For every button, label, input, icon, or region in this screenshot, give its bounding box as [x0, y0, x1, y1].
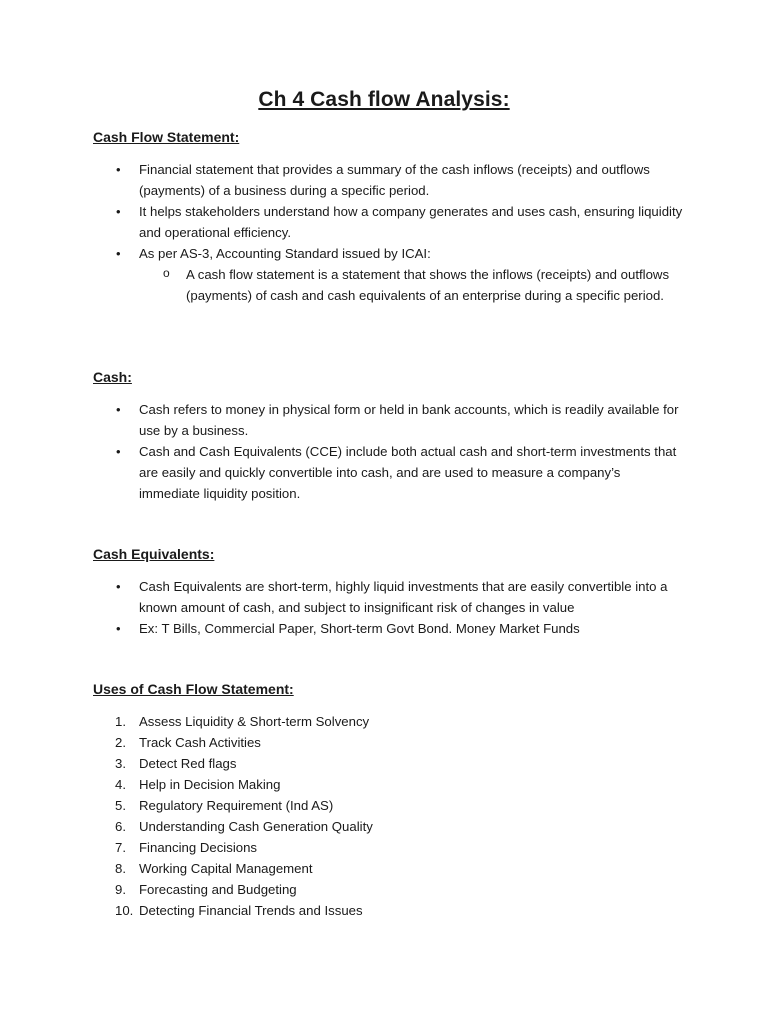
- bullet-item: • As per AS-3, Accounting Standard issued by ICAI:: [139, 243, 684, 264]
- item-number: 7.: [115, 840, 126, 855]
- numbered-item: [115, 879, 684, 900]
- item-number: 3.: [115, 756, 126, 771]
- page-title: Ch 4 Cash flow Analysis:: [258, 88, 510, 111]
- numbered-item: [115, 900, 684, 921]
- uses-list: [115, 711, 684, 921]
- numbered-item: [115, 774, 684, 795]
- heading-cash-flow-statement: Cash Flow Statement:: [93, 129, 240, 145]
- heading-cash: Cash:: [93, 369, 132, 385]
- numbered-item: [115, 711, 684, 732]
- item-number: 1.: [115, 714, 126, 729]
- item-number: 5.: [115, 798, 126, 813]
- cash-flow-statement-list: [139, 159, 684, 264]
- sub-bullet-item: o A cash flow statement is a statement that shows the inflows (receipts) and outflows (payments) of cash and cash equivalents of an enterprise during a specific period.: [186, 264, 676, 306]
- item-number: 10.: [115, 903, 134, 918]
- item-number: 9.: [115, 882, 126, 897]
- item-text: Working Capital Management: [139, 861, 313, 876]
- numbered-item: [115, 732, 684, 753]
- bullet-item: • Cash refers to money in physical form or held in bank accounts, which is readily available for use by a business.: [139, 399, 684, 441]
- numbered-item: [115, 837, 684, 858]
- item-text: Track Cash Activities: [139, 735, 261, 750]
- item-number: 2.: [115, 735, 126, 750]
- item-number: 8.: [115, 861, 126, 876]
- item-number: 4.: [115, 777, 126, 792]
- item-text: Detect Red flags: [139, 756, 237, 771]
- item-text: Forecasting and Budgeting: [139, 882, 297, 897]
- item-text: Understanding Cash Generation Quality: [139, 819, 373, 834]
- cash-list: [139, 399, 684, 504]
- bullet-item: • It helps stakeholders understand how a company generates and uses cash, ensuring liquidity and operational efficiency.: [139, 201, 684, 243]
- item-text: Regulatory Requirement (Ind AS): [139, 798, 334, 813]
- bullet-item: • Financial statement that provides a summary of the cash inflows (receipts) and outflows (payments) of a business during a specific period.: [139, 159, 684, 201]
- item-text: Assess Liquidity & Short-term Solvency: [139, 714, 370, 729]
- heading-cash-equivalents: Cash Equivalents:: [93, 546, 215, 562]
- bullet-item: • Ex: T Bills, Commercial Paper, Short-term Govt Bond. Money Market Funds: [139, 618, 684, 639]
- numbered-item: [115, 795, 684, 816]
- item-text: Detecting Financial Trends and Issues: [139, 903, 363, 918]
- cash-equivalents-list: [139, 576, 684, 639]
- item-number: 6.: [115, 819, 126, 834]
- item-text: Financing Decisions: [139, 840, 258, 855]
- as3-sub-list: [186, 264, 676, 306]
- bullet-item: • Cash Equivalents are short-term, highly liquid investments that are easily convertible into a known amount of cash, and subject to insignificant risk of changes in value: [139, 576, 684, 618]
- bullet-item: • Cash and Cash Equivalents (CCE) include both actual cash and short-term investments that are easily and quickly convertible into cash, and are used to measure a company’s immediate liquidity position.: [139, 441, 684, 504]
- numbered-item: [115, 753, 684, 774]
- heading-uses-of-cash-flow-statement: Uses of Cash Flow Statement:: [93, 681, 294, 697]
- numbered-item: [115, 816, 684, 837]
- item-text: Help in Decision Making: [139, 777, 281, 792]
- numbered-item: [115, 858, 684, 879]
